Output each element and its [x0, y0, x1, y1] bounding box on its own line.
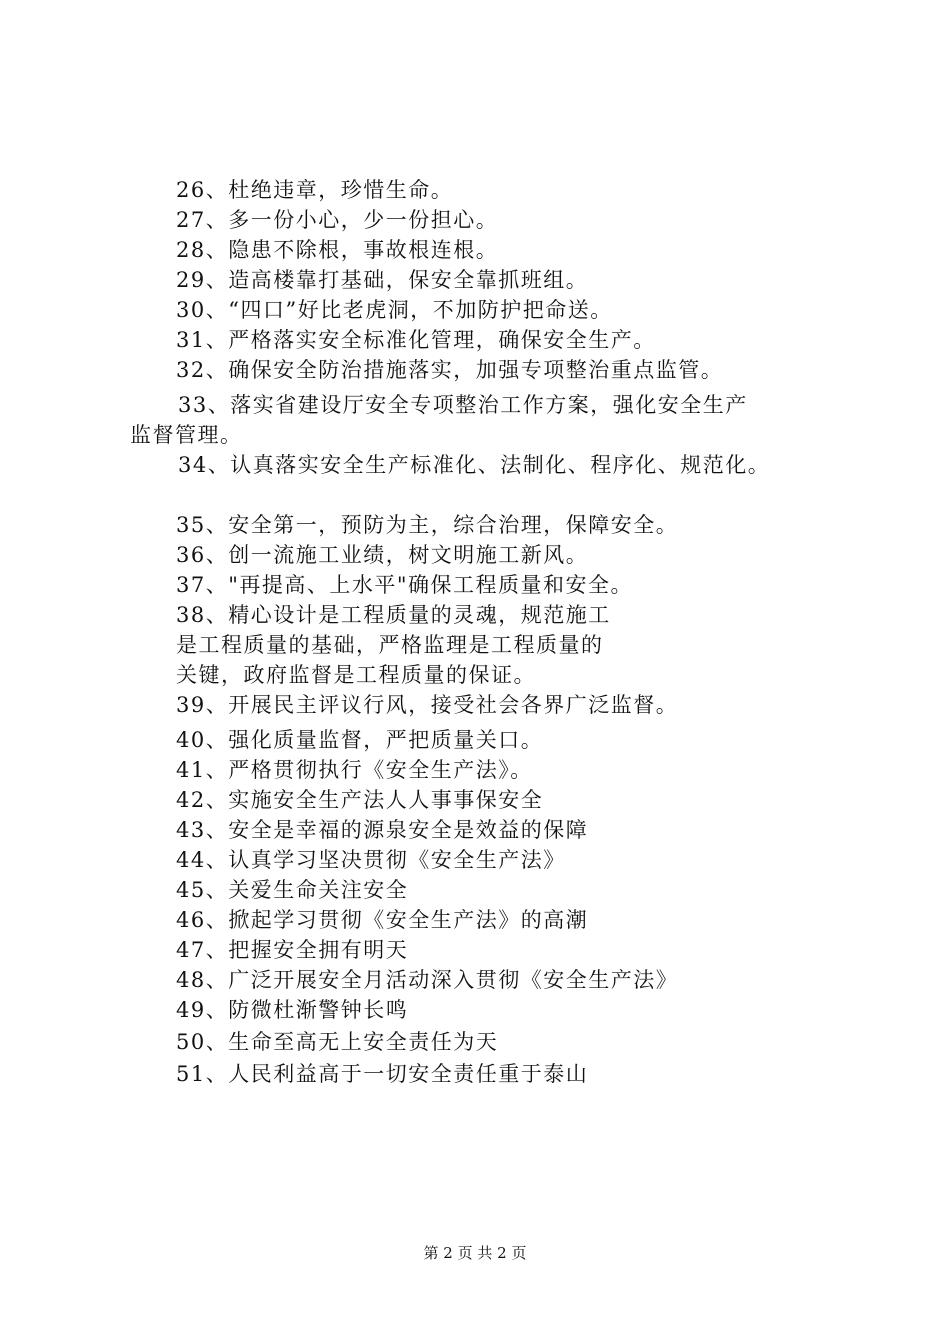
text-line: 26、杜绝违章，珍惜生命。: [176, 178, 454, 202]
text-line: 42、实施安全生产法人人事事保安全: [176, 788, 544, 812]
text-line: 34、认真落实安全生产标准化、法制化、程序化、规范化。: [178, 453, 771, 477]
text-line: 51、人民利益高于一切安全责任重于泰山: [176, 1062, 589, 1086]
text-line: 32、确保安全防治措施落实，加强专项整治重点监管。: [176, 358, 724, 382]
text-line: 41、严格贯彻执行《安全生产法》。: [176, 758, 533, 782]
text-line: 37、"再提高、上水平"确保工程质量和安全。: [176, 573, 634, 597]
text-line: 40、强化质量监督，严把质量关口。: [176, 728, 544, 752]
text-line: 28、隐患不除根，事故根连根。: [176, 238, 499, 262]
text-line: 46、掀起学习贯彻《安全生产法》的高潮: [176, 908, 589, 932]
text-line: 47、把握安全拥有明天: [176, 938, 409, 962]
text-line: 30、“四口”好比老虎洞，不加防护把命送。: [176, 298, 613, 322]
text-line: 33、落实省建设厅安全专项整治工作方案，强化安全生产: [178, 393, 748, 417]
text-line: 29、造高楼靠打基础，保安全靠抓班组。: [176, 268, 589, 292]
page-footer: 第 2 页 共 2 页: [423, 1244, 527, 1262]
text-line: 44、认真学习坚决贯彻《安全生产法》: [176, 848, 566, 872]
text-line: 27、多一份小心，少一份担心。: [176, 208, 499, 232]
text-line: 36、创一流施工业绩，树文明施工新风。: [176, 543, 589, 567]
text-line: 48、广泛开展安全月活动深入贯彻《安全生产法》: [176, 968, 679, 992]
text-line: 关键，政府监督是工程质量的保证。: [176, 663, 536, 687]
text-line: 39、开展民主评议行风，接受社会各界广泛监督。: [176, 693, 679, 717]
text-line: 49、防微杜渐警钟长鸣: [176, 998, 409, 1022]
text-line: 50、生命至高无上安全责任为天: [176, 1030, 499, 1054]
text-line: 是工程质量的基础，严格监理是工程质量的: [176, 633, 604, 657]
text-line: 监督管理。: [130, 423, 243, 447]
text-line: 45、关爱生命关注安全: [176, 878, 409, 902]
text-line: 38、精心设计是工程质量的灵魂，规范施工: [176, 603, 611, 627]
text-line: 43、安全是幸福的源泉安全是效益的保障: [176, 818, 589, 842]
text-line: 35、安全第一，预防为主，综合治理，保障安全。: [176, 513, 679, 537]
text-line: 31、严格落实安全标准化管理，确保安全生产。: [176, 328, 656, 352]
